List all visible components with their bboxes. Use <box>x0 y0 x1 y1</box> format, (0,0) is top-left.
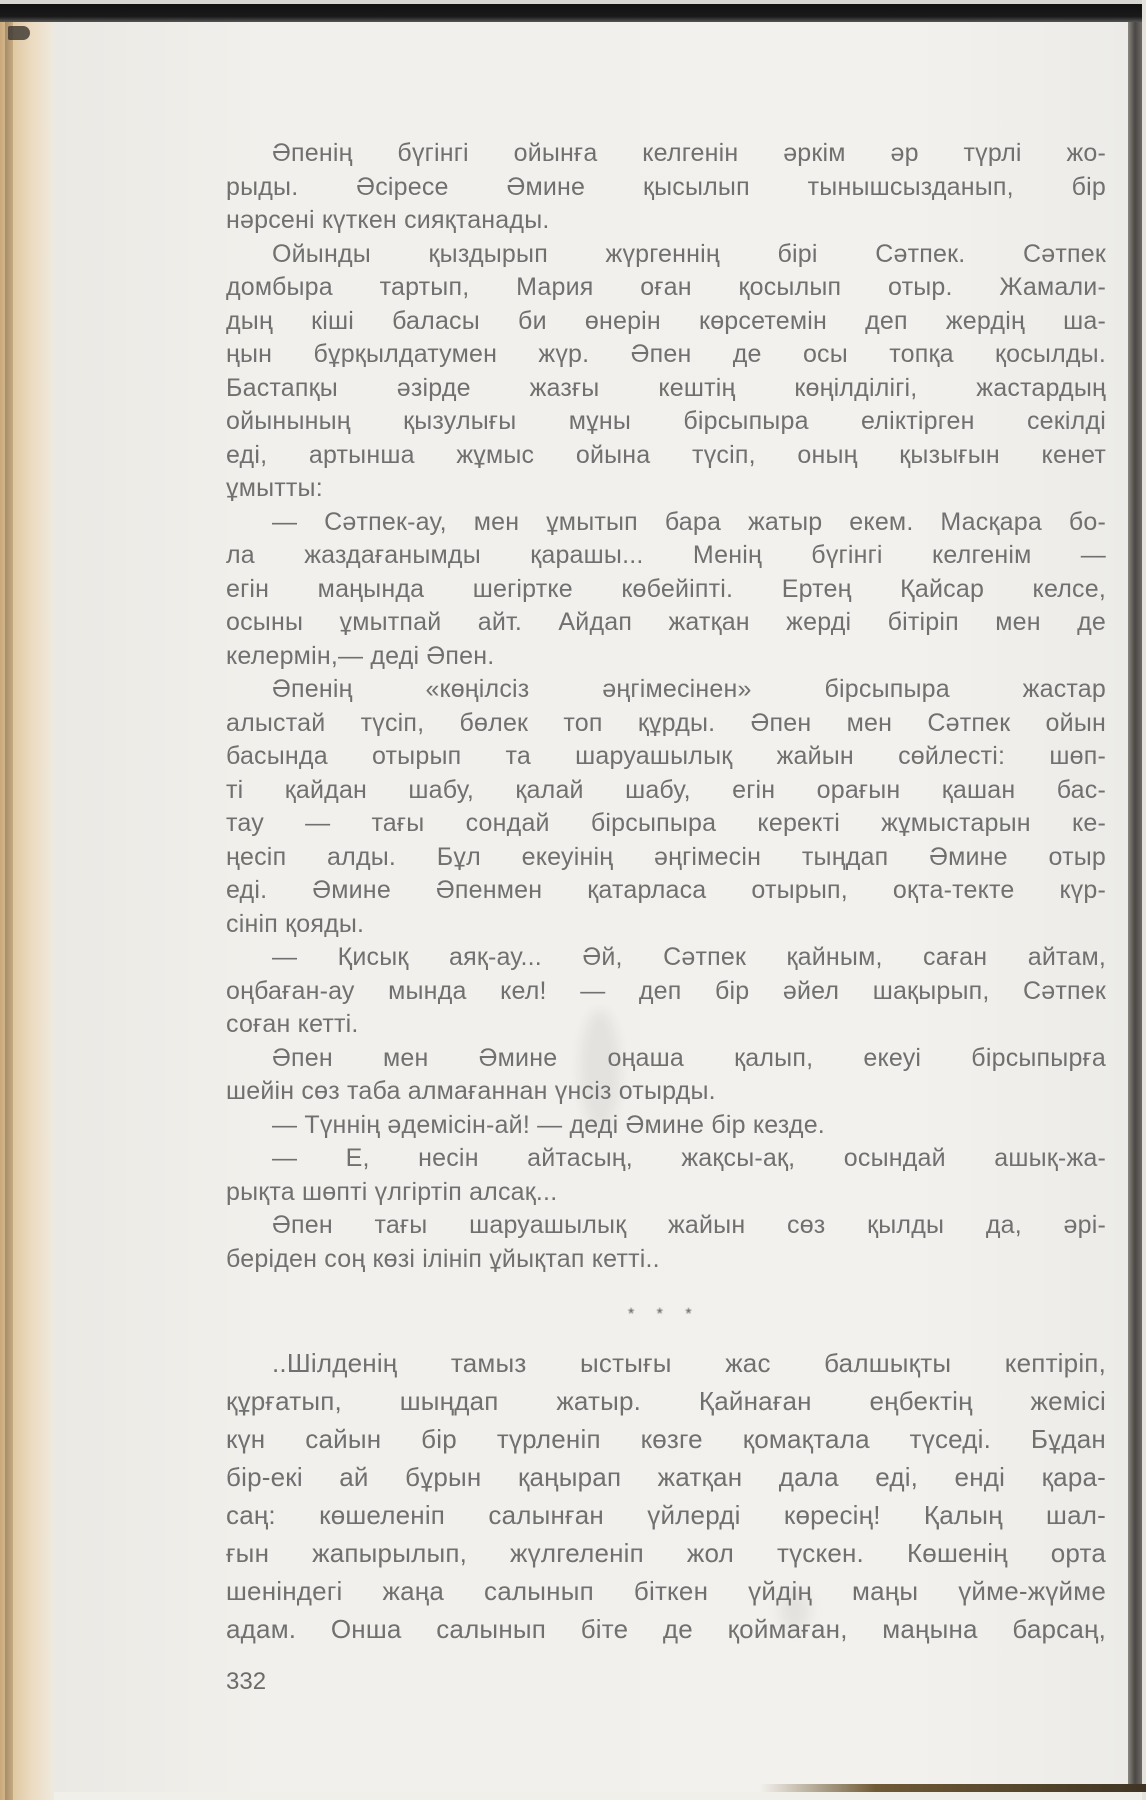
text-line: соған кетті. <box>226 1010 359 1038</box>
text-line: домбыра тартып, Мария оған қосылып отыр. Жамали- <box>226 273 1106 301</box>
body-text-section-1 <box>226 137 1106 1276</box>
section-separator: * * * <box>628 1306 701 1323</box>
text-line: Әпенің бүгінгі ойынға келгенін әркім әр түрлі жо- <box>272 139 1106 167</box>
page-bottom-shadow-edge <box>760 1784 1146 1792</box>
text-line: рықта шөпті үлгіртіп алсақ... <box>226 1177 558 1206</box>
text-line: — Қисық аяқ-ау... Әй, Сәтпек қайным, саған айтам, <box>272 943 1106 971</box>
text-line: — Түннің әдемісін-ай! — деді Әмине бір кезде. <box>272 1110 825 1139</box>
text-line: еді. Әмине Әпенмен қатарласа отырып, оқта-текте күр- <box>226 876 1106 904</box>
page-right-shadow-edge <box>1128 22 1142 1792</box>
text-line: ұмытты: <box>226 474 323 502</box>
text-line: құрғатып, шыңдап жатыр. Қайнаған еңбектің жемісі <box>226 1386 1106 1416</box>
spine-shadow-line <box>5 22 13 1800</box>
text-line: Әпен мен Әмине оңаша қалып, екеуі бірсыпырға <box>272 1043 1106 1072</box>
text-line: бір-екі ай бұрын қаңырап жатқан дала еді, енді қара- <box>226 1462 1106 1492</box>
text-line: — Сәтпек-ау, мен ұмытып бара жатыр екем. Масқара бо- <box>272 507 1106 536</box>
text-line: басында отырып та шаруашылық жайын сөйлесті: шөп- <box>226 742 1106 770</box>
text-line: оңбаған-ау мында кел! — деп бір әйел шақырып, Сәтпек <box>226 976 1106 1005</box>
page-top-shadow-edge <box>0 4 1146 22</box>
page-corner-mark <box>8 26 30 40</box>
text-line: Әпенің «көңілсіз әңгімесінен» бірсыпыра жастар <box>272 675 1106 703</box>
scan-right-margin <box>1142 0 1146 1800</box>
text-line: Әпен тағы шаруашылық жайын сөз қылды да, әрі- <box>272 1211 1106 1239</box>
text-line: еді, артынша жұмыс ойына түсіп, оның қызығын кенет <box>226 440 1106 469</box>
text-line: шеніндегі жаңа салынып біткен үйдің маңы үйме-жүйме <box>226 1576 1106 1606</box>
text-line: саң: көшеленіп салынған үйлерді көресің! Қалың шал- <box>226 1500 1106 1530</box>
text-line: ті қайдан шабу, қалай шабу, егін орағын қашан бас- <box>226 775 1106 804</box>
text-line: беріден соң көзі ілініп ұйықтап кетті.. <box>226 1244 660 1273</box>
text-line: Бастапқы әзірде жазғы кештің көңілділігі, жастардың <box>226 373 1106 402</box>
text-line: адам. Онша салынып біте де қоймаған, маңына барсаң, <box>226 1614 1106 1644</box>
text-line: — Е, несін айтасың, жақсы-ақ, осындай ашық-жа- <box>272 1144 1106 1172</box>
text-line: ңесіп алды. Бұл екеуінің әңгімесін тыңдап Әмине отыр <box>226 842 1106 871</box>
text-line: нәрсені күткен сияқтанады. <box>226 206 550 234</box>
text-line: сініп қояды. <box>226 909 365 938</box>
text-line: күн сайын бір түрленіп көзге қомақтала түседі. Бұдан <box>226 1424 1106 1454</box>
text-line: ла жаздағанымды қарашы... Менің бүгінгі келгенім — <box>226 541 1106 569</box>
text-line: келермін,— деді Әпен. <box>226 641 495 670</box>
text-line: дың кіші баласы би өнерін көрсетемін деп жердің ша- <box>226 306 1106 335</box>
text-line: Ойынды қыздырып жүргеннің бірі Сәтпек. Сәтпек <box>272 239 1106 268</box>
text-line: ..Шілденің тамыз ыстығы жас балшықты кептіріп, <box>272 1348 1106 1378</box>
text-line: рыды. Әсіресе Әмине қысылып тынышсызданып, бір <box>226 172 1106 201</box>
text-line: осыны ұмытпай айт. Айдап жатқан жерді бітіріп мен де <box>226 608 1106 636</box>
text-line: ғын жапырылып, жүлгеленіп жол түскен. Көшенің орта <box>226 1538 1106 1568</box>
text-line: тау — тағы сондай бірсыпыра керекті жұмыстарын ке- <box>226 809 1106 837</box>
text-line: алыстай түсіп, бөлек топ құрды. Әпен мен Сәтпек ойын <box>226 708 1106 737</box>
body-text-section-2 <box>226 1344 1106 1648</box>
text-line: шейін сөз таба алмағаннан үнсіз отырды. <box>226 1077 716 1105</box>
page-number: 332 <box>226 1668 267 1695</box>
text-line: ойынының қызулығы мұны бірсыпыра еліктірген секілді <box>226 407 1106 435</box>
text-line: ңын бұрқылдатумен жүр. Әпен де осы топқа қосылды. <box>226 340 1106 368</box>
text-line: егін маңында шегіртке көбейіпті. Ертең Қайсар келсе, <box>226 574 1106 603</box>
